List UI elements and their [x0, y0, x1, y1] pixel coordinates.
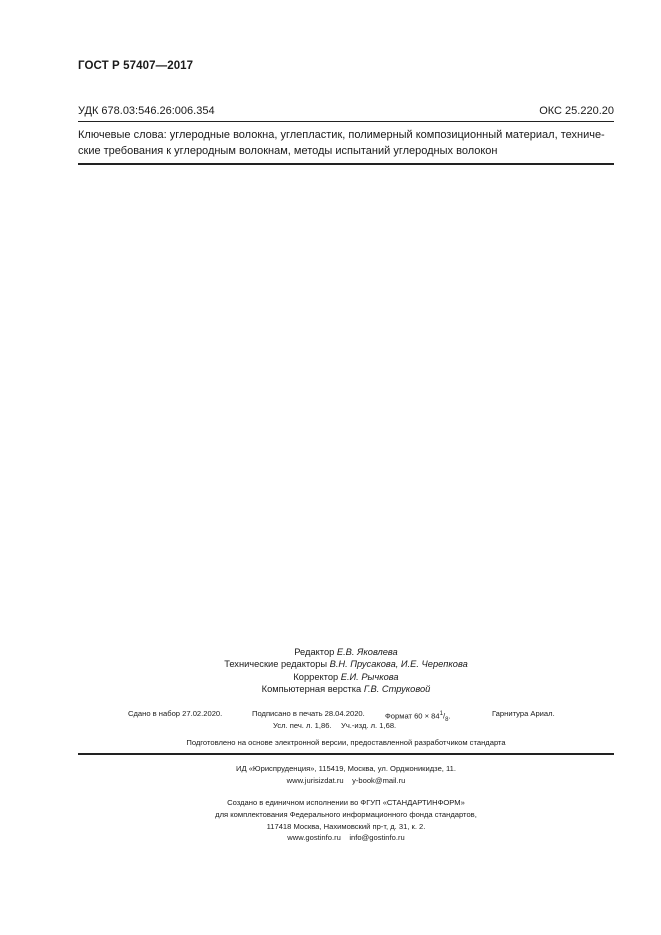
document-code: ГОСТ Р 57407—2017 — [78, 60, 194, 72]
creator-block — [78, 797, 614, 844]
oks-code: ОКС 25.220.20 — [539, 105, 614, 117]
keywords-line-2: ские требования к углеродным волокнам, методы испытаний углеродных волокон — [78, 144, 498, 157]
udk-code: УДК 678.03:546.26:006.354 — [78, 105, 215, 117]
editor-line — [78, 646, 614, 658]
publisher-email: y-book@mail.ru — [352, 775, 406, 785]
editor-label: Редактор — [294, 647, 335, 657]
publishing-sheets: Уч.-изд. л. 1,68. — [341, 721, 397, 731]
bottom-divider — [78, 753, 614, 755]
format-suffix: . — [448, 711, 451, 721]
editor-name: Е.В. Яковлева — [336, 647, 398, 657]
credits-block — [78, 646, 614, 696]
print-sheets: Усл. печ. л. 1,86. — [273, 721, 332, 731]
format-numerator: 1 — [439, 711, 443, 717]
print-info — [78, 708, 614, 733]
layout-label: Компьютерная верстка — [261, 684, 362, 695]
keywords-block — [78, 128, 614, 159]
format-prefix: Формат 60 × 84 — [385, 711, 440, 721]
signed-date: Подписано в печать 28.04.2020. — [252, 709, 365, 718]
prepared-note: Подготовлено на основе электронной версии, предоставленной разработчиком стандарта — [186, 738, 506, 747]
corrector-name: Е.И. Рычкова — [340, 671, 399, 682]
tech-editors-line — [78, 658, 614, 670]
format-slash: / — [442, 711, 446, 721]
format-denominator: 8 — [445, 717, 449, 724]
tech-editors-label: Технические редакторы — [224, 659, 328, 670]
keywords-line-1: Ключевые слова: углеродные волокна, углепластик, полимерный композиционный материал, техниче- — [78, 129, 605, 141]
corrector-line — [78, 671, 614, 683]
layout-line — [78, 683, 614, 695]
creator-contacts — [78, 832, 614, 844]
creator-line-3: 117418 Москва, Нахимовский пр-т, д. 31, к. 2. — [266, 821, 426, 831]
tech-editors-names: В.Н. Прусакова, И.Е. Черепкова — [329, 659, 468, 670]
typeface-info: Гарнитура Ариал. — [492, 709, 555, 718]
creator-line-1: Создано в единичном исполнении во ФГУП «СТАНДАРТИНФОРМ» — [227, 798, 465, 807]
creator-site: www.gostinfo.ru — [287, 833, 341, 843]
creator-email: info@gostinfo.ru — [349, 833, 405, 843]
publisher-contacts — [78, 775, 614, 787]
publisher-block — [78, 763, 614, 787]
creator-line-2: для комплектования Федерального информационного фонда стандартов, — [215, 809, 477, 819]
corrector-label: Корректор — [293, 671, 339, 682]
publisher-address: ИД «Юриспруденция», 115419, Москва, ул. Орджоникидзе, 11. — [235, 764, 457, 773]
layout-name: Г.В. Струковой — [363, 684, 431, 695]
top-divider — [78, 121, 614, 122]
submitted-date: Сдано в набор 27.02.2020. — [128, 709, 223, 718]
publisher-site: www.jurisizdat.ru — [286, 775, 344, 785]
keywords-divider — [78, 163, 614, 165]
